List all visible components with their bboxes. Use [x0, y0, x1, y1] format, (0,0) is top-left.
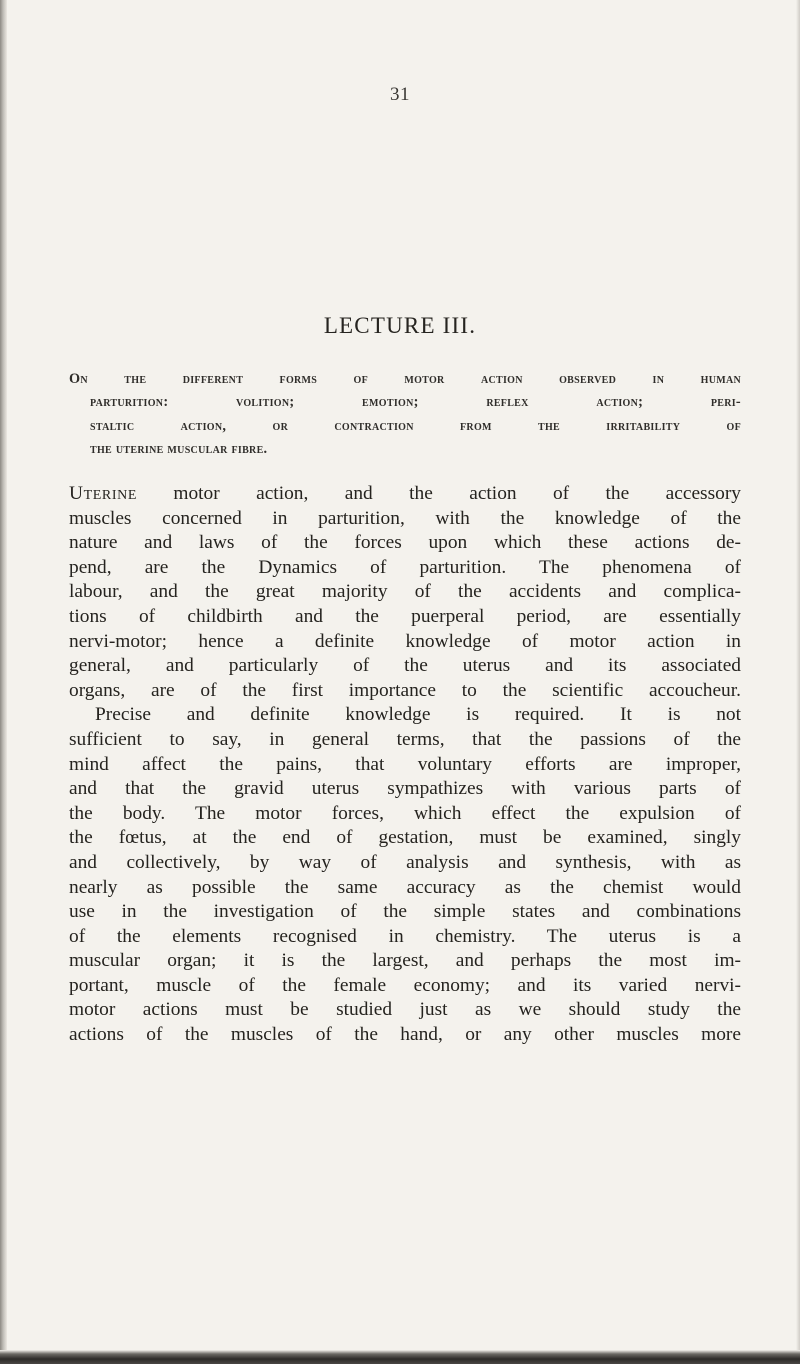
summary-line: On the different forms of motor action observed in human [69, 371, 741, 387]
summary-line: the uterine muscular fibre. [90, 440, 268, 457]
page-edge-left [0, 0, 7, 1364]
first-line-rest: motor action, and the action of the accessory [136, 483, 741, 504]
body-paragraph [69, 482, 741, 1048]
body-line: general, and particularly of the uterus and its associated [69, 655, 741, 677]
body-line: the fœtus, at the end of gestation, must be examined, singly [69, 827, 741, 849]
body-line: mind affect the pains, that voluntary efforts are improper, [69, 753, 741, 775]
body-line: portant, muscle of the female economy; and its varied nervi- [69, 974, 741, 996]
body-line: organs, are of the first importance to the scientific accoucheur. [69, 679, 741, 701]
body-line: and that the gravid uterus sympathizes with various parts of [69, 778, 741, 800]
body-line: actions of the muscles of the hand, or any other muscles more [69, 1024, 741, 1046]
body-line: and collectively, by way of analysis and synthesis, with as [69, 851, 741, 873]
body-line: Precise and definite knowledge is required. It is not [95, 704, 741, 726]
body-line: tions of childbirth and the puerperal period, are essentially [69, 605, 741, 627]
body-line: labour, and the great majority of the accidents and complica- [69, 581, 741, 603]
body-line: the body. The motor forces, which effect the expulsion of [69, 802, 741, 824]
page-edge-bottom [0, 1350, 800, 1364]
lead-word: Uterine [69, 483, 137, 504]
page-number: 31 [390, 84, 410, 105]
body-line: pend, are the Dynamics of parturition. The phenomena of [69, 556, 741, 578]
body-line: use in the investigation of the simple states and combinations [69, 901, 741, 923]
body-line: sufficient to say, in general terms, that the passions of the [69, 728, 741, 750]
summary-line: parturition: volition; emotion; reflex action; peri- [90, 394, 741, 411]
body-line: nearly as possible the same accuracy as the chemist would [69, 876, 741, 898]
body-line [69, 482, 741, 507]
summary-line: staltic action, or contraction from the irritability of [90, 417, 741, 434]
chapter-summary [69, 368, 741, 461]
body-line: nervi-motor; hence a definite knowledge of motor action in [69, 630, 741, 652]
page-edge-right [796, 0, 800, 1364]
body-line: of the elements recognised in chemistry. The uterus is a [69, 925, 741, 947]
body-line: motor actions must be studied just as we should study the [69, 999, 741, 1021]
body-line: muscular organ; it is the largest, and perhaps the most im- [69, 950, 741, 972]
lecture-title: LECTURE III. [323, 313, 477, 338]
body-line: nature and laws of the forces upon which these actions de- [69, 532, 741, 554]
body-line: muscles concerned in parturition, with the knowledge of the [69, 507, 741, 529]
